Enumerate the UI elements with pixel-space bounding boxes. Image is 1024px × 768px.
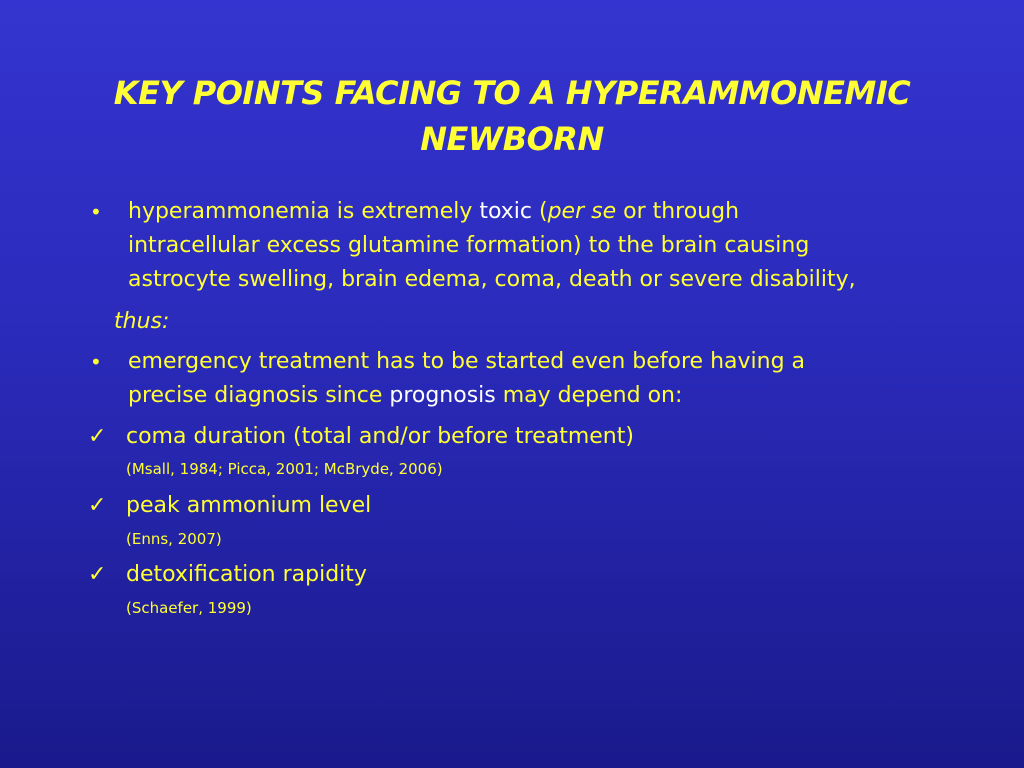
bullet-item-toxicity	[88, 195, 856, 297]
title-line-1: KEY POINTS FACING TO A HYPERAMMONEMIC	[113, 74, 911, 112]
bullet1-line2: intracellular excess glutamine formation) to the brain causing	[128, 233, 810, 258]
check3-text: detoxification rapidity	[126, 562, 367, 587]
bullet2-line1: emergency treatment has to be started even before having a	[128, 349, 806, 374]
italic-per-se: per se	[547, 199, 617, 224]
bullet1-line1: hyperammonemia is extremely toxic (per se or through	[128, 199, 740, 224]
reference-coma-duration: (Msall, 1984; Picca, 2001; McBryde, 2006)	[126, 460, 443, 478]
checkmark-icon: ✓	[88, 424, 107, 449]
checkmark-icon: ✓	[88, 493, 107, 518]
thus-label: thus:	[114, 309, 170, 334]
check-item-detox-rapidity	[88, 558, 367, 592]
bullet-icon: •	[90, 200, 102, 224]
title-line-2: NEWBORN	[420, 120, 604, 158]
bullet-item-emergency	[88, 345, 805, 413]
highlight-prognosis: prognosis	[389, 383, 496, 408]
reference-peak-ammonium: (Enns, 2007)	[126, 530, 222, 548]
reference-detox-rapidity: (Schaefer, 1999)	[126, 599, 252, 617]
check2-text: peak ammonium level	[126, 493, 372, 518]
bullet-icon: •	[90, 350, 102, 374]
check1-text: coma duration (total and/or before treatment)	[126, 424, 634, 449]
bullet1-line3: astrocyte swelling, brain edema, coma, death or severe disability,	[128, 267, 856, 292]
highlight-toxic: toxic	[479, 199, 532, 224]
checkmark-icon: ✓	[88, 562, 107, 587]
bullet2-line2: precise diagnosis since prognosis may depend on:	[128, 383, 683, 408]
check-item-coma-duration	[88, 420, 634, 454]
check-item-peak-ammonium	[88, 489, 371, 523]
